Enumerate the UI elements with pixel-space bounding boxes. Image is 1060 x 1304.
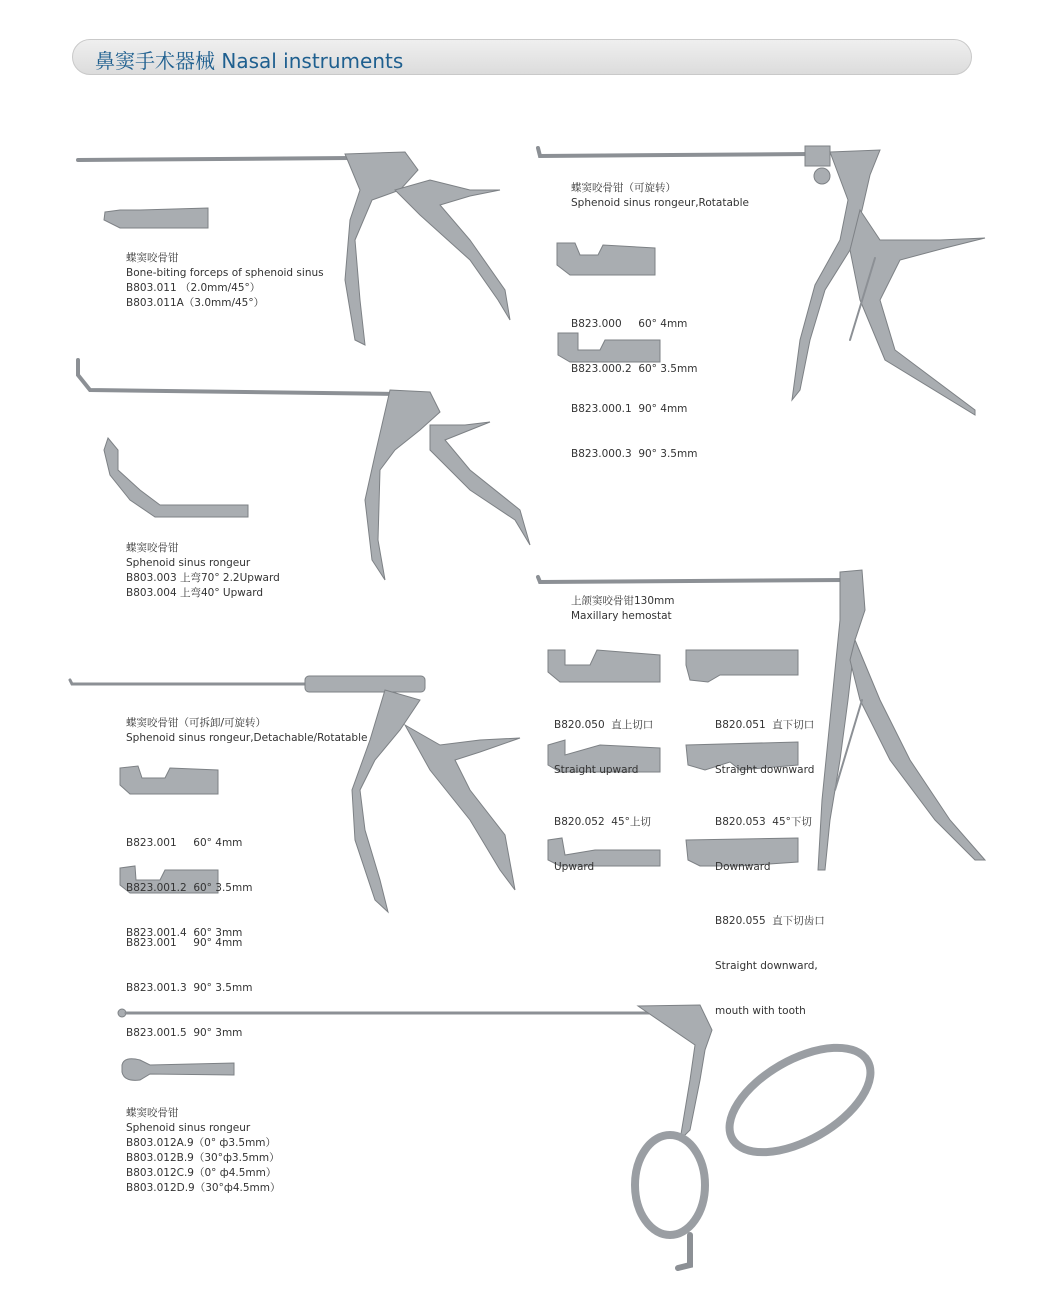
product-name-cn: 蝶窦咬骨钳: [126, 1107, 179, 1119]
product-info-bone-biting-forceps: [126, 251, 324, 311]
instrument-image-bone-biting-forceps: [78, 152, 510, 345]
product-code: B823.000 60° 4mm: [571, 318, 688, 330]
product-code: B823.001 90° 4mm: [126, 937, 243, 949]
product-name-cn: 上颌窦咬骨钳130mm: [571, 595, 675, 607]
product-code: B803.004 上弯40° Upward: [126, 587, 264, 599]
variant-straight-downward-tooth: [715, 884, 825, 1034]
product-name-en: Sphenoid sinus rongeur,Rotatable: [571, 197, 749, 209]
product-code: B820.055 直下切齿口: [715, 915, 825, 927]
product-code: B823.001 60° 4mm: [126, 837, 243, 849]
product-code: B820.053 45°下切: [715, 816, 812, 828]
product-code: B823.000.2 60° 3.5mm: [571, 363, 698, 375]
variant-upward: [554, 785, 651, 890]
product-code: B803.012A.9（0° ф3.5mm）: [126, 1137, 277, 1149]
product-code: B803.012C.9（0° ф4.5mm）: [126, 1167, 277, 1179]
product-name-en: Sphenoid sinus rongeur: [126, 1122, 251, 1134]
product-info-rotatable-rongeur: [571, 181, 749, 211]
product-info-sphenoid-rongeur-ring-handle: [126, 1106, 280, 1196]
product-code: B823.001.5 90° 3mm: [126, 1027, 243, 1039]
product-name-en: Maxillary hemostat: [571, 610, 672, 622]
product-name-cn: 蝶窦咬骨钳（可旋转）: [571, 182, 676, 194]
product-info-sphenoid-rongeur-upward: [126, 541, 280, 601]
variant-description: mouth with tooth: [715, 1005, 806, 1017]
product-code: B823.001.3 90° 3.5mm: [126, 982, 253, 994]
variant-downward: [715, 785, 812, 890]
product-code: B820.051 直下切口: [715, 719, 815, 731]
variant-straight-downward: [715, 688, 814, 793]
product-name-cn: 蝶窦咬骨钳（可拆卸/可旋转）: [126, 717, 267, 729]
product-code: B823.001.2 60° 3.5mm: [126, 882, 253, 894]
product-code: B803.011 （2.0mm/45°）: [126, 282, 261, 294]
variant-description: Straight downward: [715, 764, 815, 776]
product-name-cn: 蝶窦咬骨钳: [126, 542, 179, 554]
product-name-en: Sphenoid sinus rongeur,Detachable/Rotatable: [126, 732, 368, 744]
product-code: B820.050 直上切口: [554, 719, 654, 731]
product-code: B803.011A（3.0mm/45°）: [126, 297, 265, 309]
section-title: 鼻窦手术器械 Nasal instruments: [95, 49, 404, 73]
product-info-detachable-rongeur: [126, 716, 367, 746]
variant-description: Downward: [715, 861, 771, 873]
variant-description: Straight upward: [554, 764, 639, 776]
product-info-maxillary-hemostat: [571, 594, 675, 624]
product-code: B803.012B.9（30°ф3.5mm）: [126, 1152, 280, 1164]
variant-codes-90deg: [126, 906, 252, 1056]
product-code: B823.000.1 90° 4mm: [571, 403, 688, 415]
variant-codes-90deg: [571, 372, 697, 477]
product-name-en: Bone-biting forceps of sphenoid sinus: [126, 267, 324, 279]
product-code: B803.003 上弯70° 2.2Upward: [126, 572, 280, 584]
product-code: B820.052 45°上切: [554, 816, 651, 828]
variant-description: Straight downward,: [715, 960, 818, 972]
variant-description: Upward: [554, 861, 595, 873]
product-name-cn: 蝶窦咬骨钳: [126, 252, 179, 264]
product-code: B823.001.4 60° 3mm: [126, 927, 243, 939]
product-code: B823.000.3 90° 3.5mm: [571, 448, 698, 460]
product-name-en: Sphenoid sinus rongeur: [126, 557, 251, 569]
variant-straight-upward: [554, 688, 653, 793]
product-code: B803.012D.9（30°ф4.5mm）: [126, 1182, 281, 1194]
